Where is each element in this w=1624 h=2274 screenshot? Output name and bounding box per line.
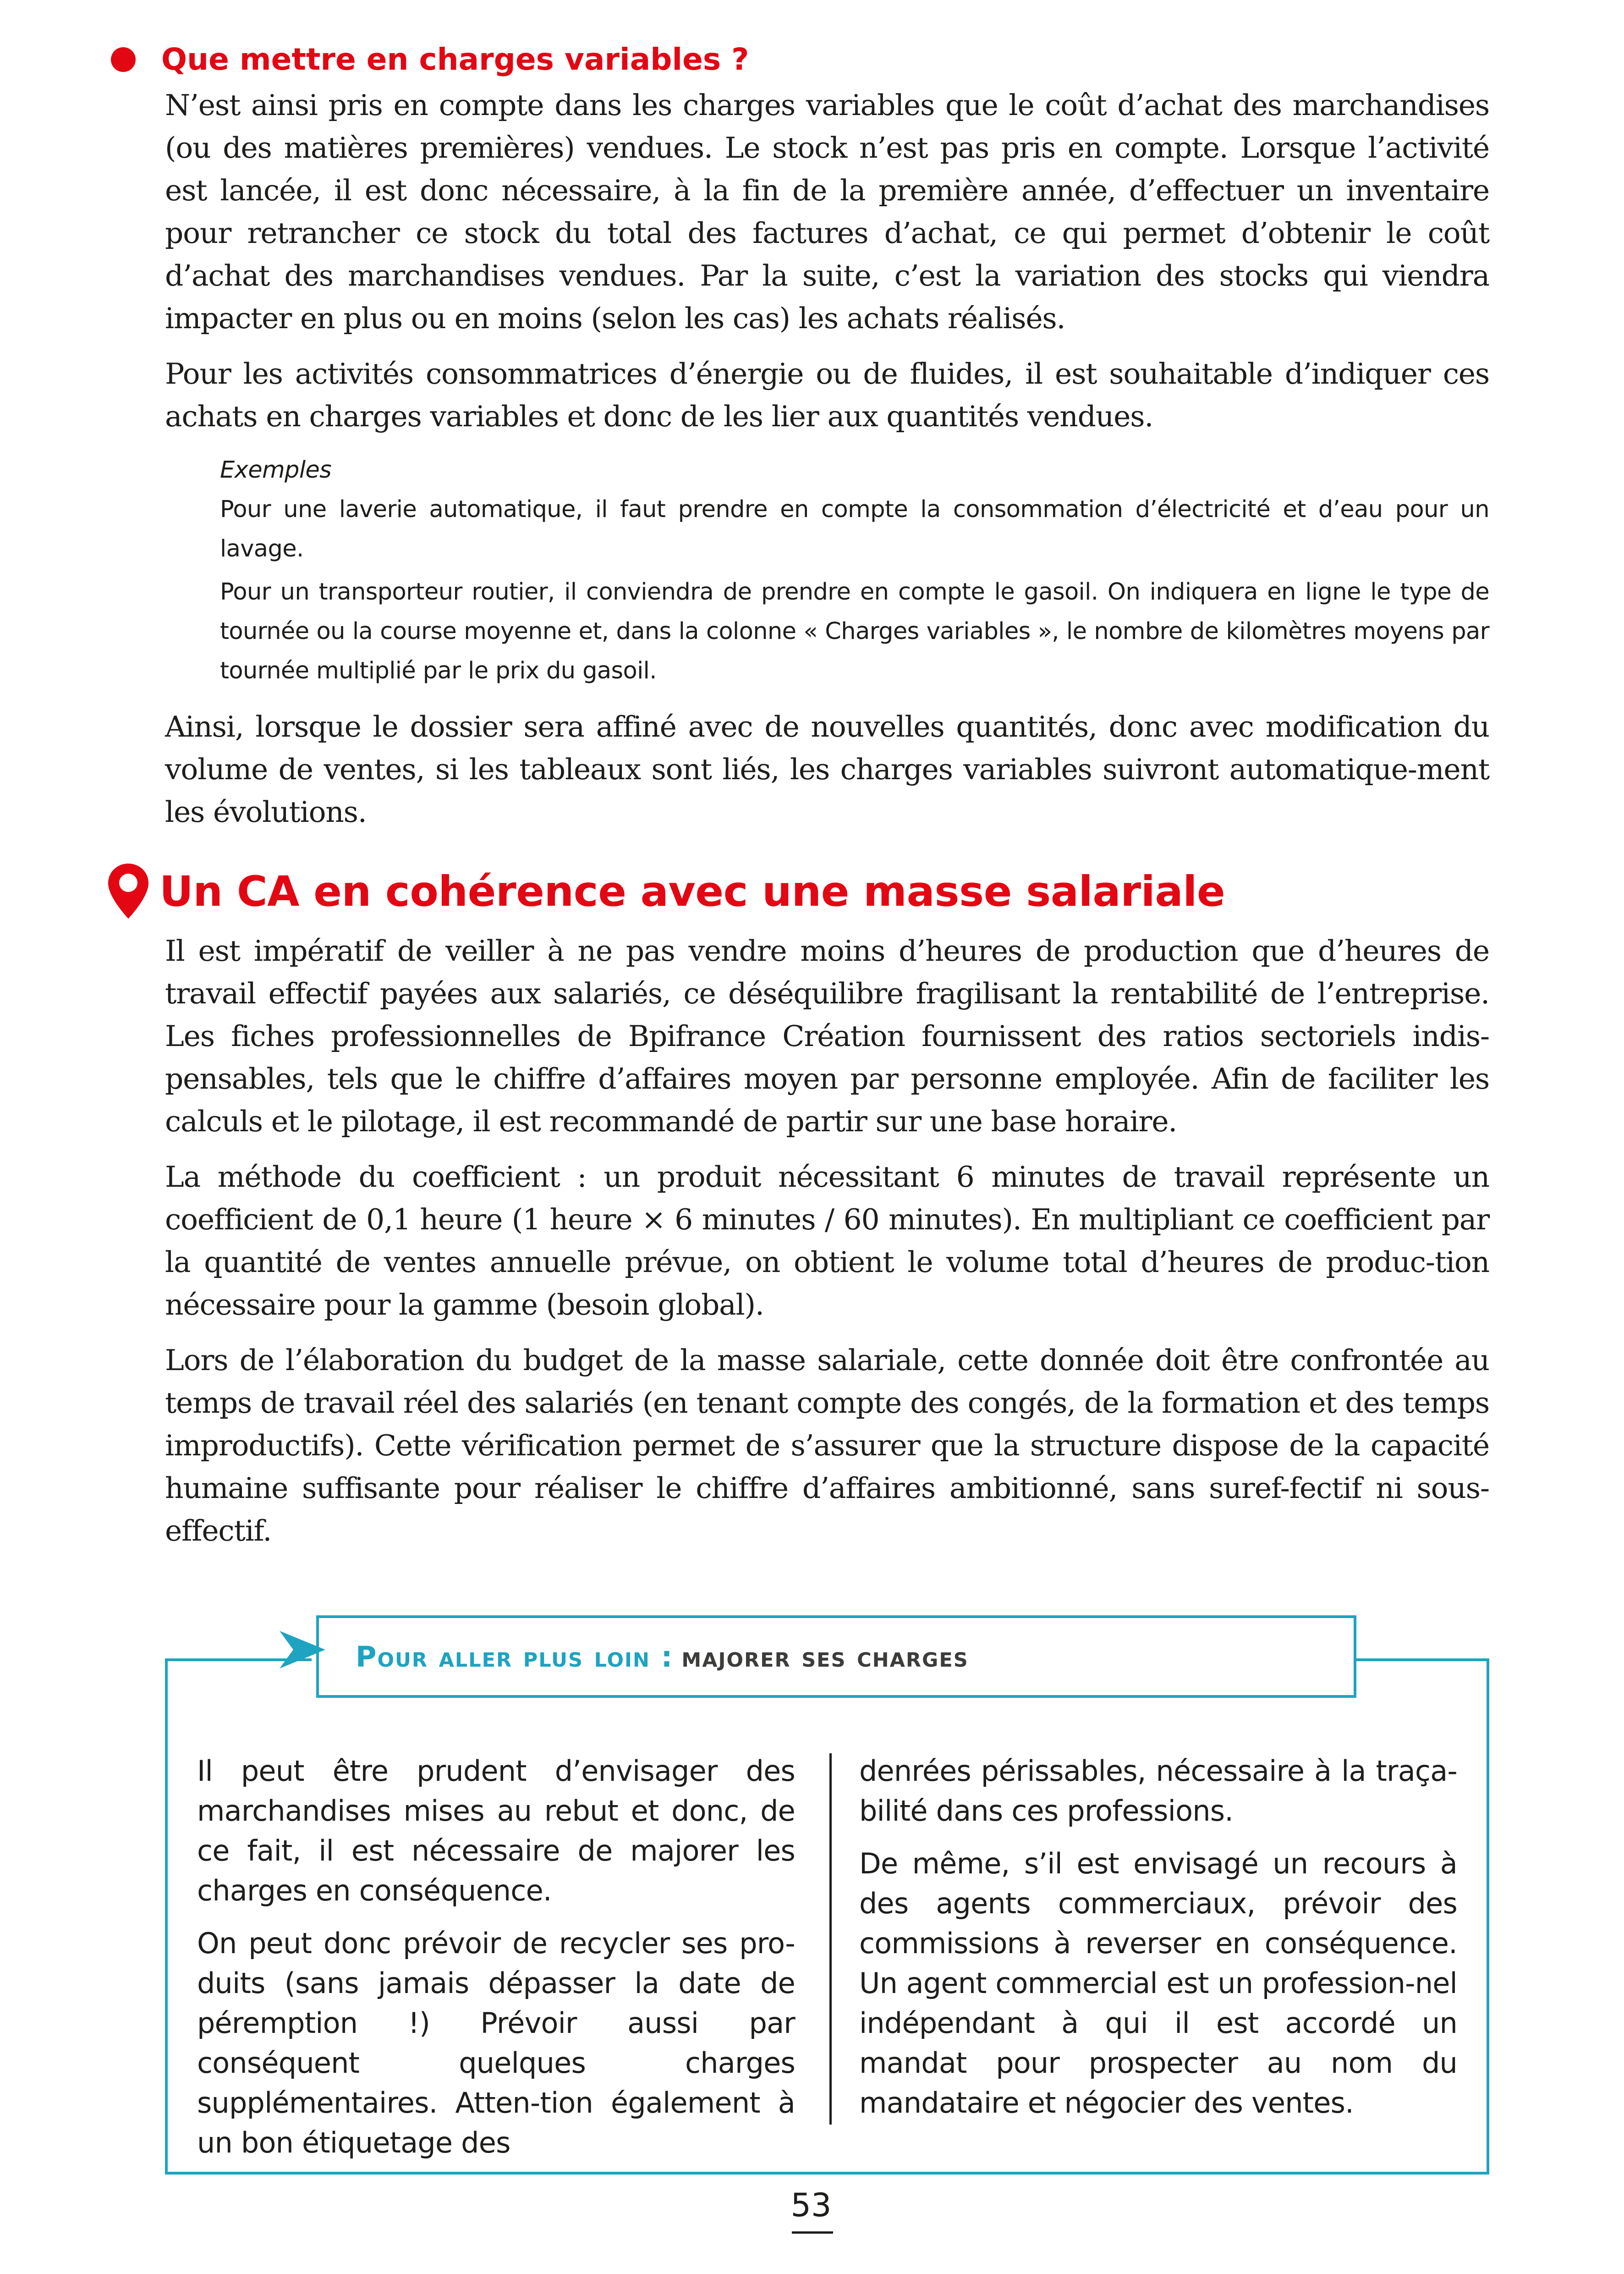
- section-heading: [105, 862, 1489, 921]
- paragraph: N’est ainsi pris en compte dans les charges variables que le coût d’achat des marchandises (ou des matières premières) vendues. Le stock n’est pas pris en compte. Lorsque l’activité est lancée, il est donc nécessaire, à la fin de la première année, d’effectuer un inventaire pour retrancher ce stock du total des factures d’achat, ce qui permet d’obtenir le coût d’achat des marchandises vendues. Par la suite, c’est la variation des stocks qui viendra impacter en plus ou en moins (selon les cas) les achats réalisés.: [165, 88, 1489, 336]
- page-number: 53: [790, 2186, 832, 2224]
- box-paragraph: De même, s’il est envisagé un recours à des agents commerciaux, prévoir des commissions à reverser en conséquence. Un agent commercial est un profession-nel indépendant à qui il est accordé un mandat pour prospecter au nom du mandataire et négocier des ventes.: [859, 1847, 1457, 2120]
- box-left-column: [197, 1751, 795, 2175]
- examples-block: [220, 451, 1489, 691]
- paragraph: La méthode du coefficient : un produit nécessitant 6 minutes de travail représente un coefficient de 0,1 heure (1 heure × 6 minutes / 60 minutes). En multipliant ce coefficient par la quantité de ventes annuelle prévue, on obtient le volume total d’heures de produc-tion nécessaire pour la gamme (besoin global).: [165, 1160, 1489, 1322]
- arrow-icon: [278, 1624, 328, 1675]
- examples-title: Exemples: [220, 457, 332, 484]
- subsection-heading: [111, 41, 1489, 77]
- section-heading-text: Un CA en cohérence avec une masse salariale: [159, 867, 1225, 916]
- example-item: Pour une laverie automatique, il faut prendre en compte la consommation d’électricité et d’eau pour un lavage.: [220, 496, 1489, 563]
- box-paragraph: Il peut être prudent d’envisager des marchandises mises au rebut et donc, de ce fait, il est nécessaire de majorer les charges en conséquence.: [197, 1754, 795, 1907]
- subsection-heading-text: Que mettre en charges variables ?: [161, 42, 749, 77]
- paragraph: Ainsi, lorsque le dossier sera affiné avec de nouvelles quantités, donc avec modification du volume de ventes, si les tableaux sont liés, les charges variables suivront automatique-ment les évolutions.: [165, 710, 1489, 829]
- paragraph: Lors de l’élaboration du budget de la masse salariale, cette donnée doit être confrontée au temps de travail réel des salariés (en tenant compte des congés, de la formation et des temps improductifs). Cette vérification permet de s’assurer que la structure dispose de la capacité humaine suffisante pour réaliser le chiffre d’affaires ambitionné, sans suref-fectif ni sous-effectif.: [165, 1343, 1489, 1548]
- example-item: Pour un transporteur routier, il conviendra de prendre en compte le gasoil. On indiquera en ligne le type de tournée ou la course moyenne et, dans la colonne « Charges variables », le nombre de kilomètres moyens par tournée multiplié par le prix du gasoil.: [220, 578, 1489, 685]
- box-border-segment: [1356, 1658, 1489, 1661]
- paragraph: Il est impératif de veiller à ne pas vendre moins d’heures de production que d’heures de travail effectif payées aux salariés, ce déséquilibre fragilisant la rentabilité de l’entreprise. Les fiches professionnelles de Bpifrance Création fournissent des ratios sectoriels indis-pensables, tels que le chiffre d’affaires moyen par personne employée. Afin de faciliter les calculs et le pilotage, il est recommandé de partir sur une base horaire.: [165, 934, 1489, 1139]
- location-pin-icon: [105, 862, 151, 921]
- box-title-lead: Pour aller plus loin :: [356, 1640, 674, 1674]
- paragraph: Pour les activités consommatrices d’énergie ou de fluides, il est souhaitable d’indiquer ces achats en charges variables et donc de les lier aux quantités vendues.: [165, 357, 1489, 434]
- bullet-dot-icon: [111, 47, 136, 72]
- box-paragraph: denrées périssables, nécessaire à la traça-bilité dans ces professions.: [859, 1754, 1457, 1828]
- box-paragraph: On peut donc prévoir de recycler ses pro-duits (sans jamais dépasser la date de péremption !) Prévoir aussi par conséquent quelques charges supplémentaires. Atten-tion également à un bon étiquetage des: [197, 1927, 795, 2159]
- page-number-underline: [792, 2231, 833, 2234]
- box-title-topic: majorer ses charges: [681, 1640, 969, 1674]
- box-right-column: [859, 1751, 1457, 2136]
- column-divider: [829, 1753, 832, 2125]
- box-title: [316, 1615, 1356, 1698]
- main-content: [159, 41, 1489, 1565]
